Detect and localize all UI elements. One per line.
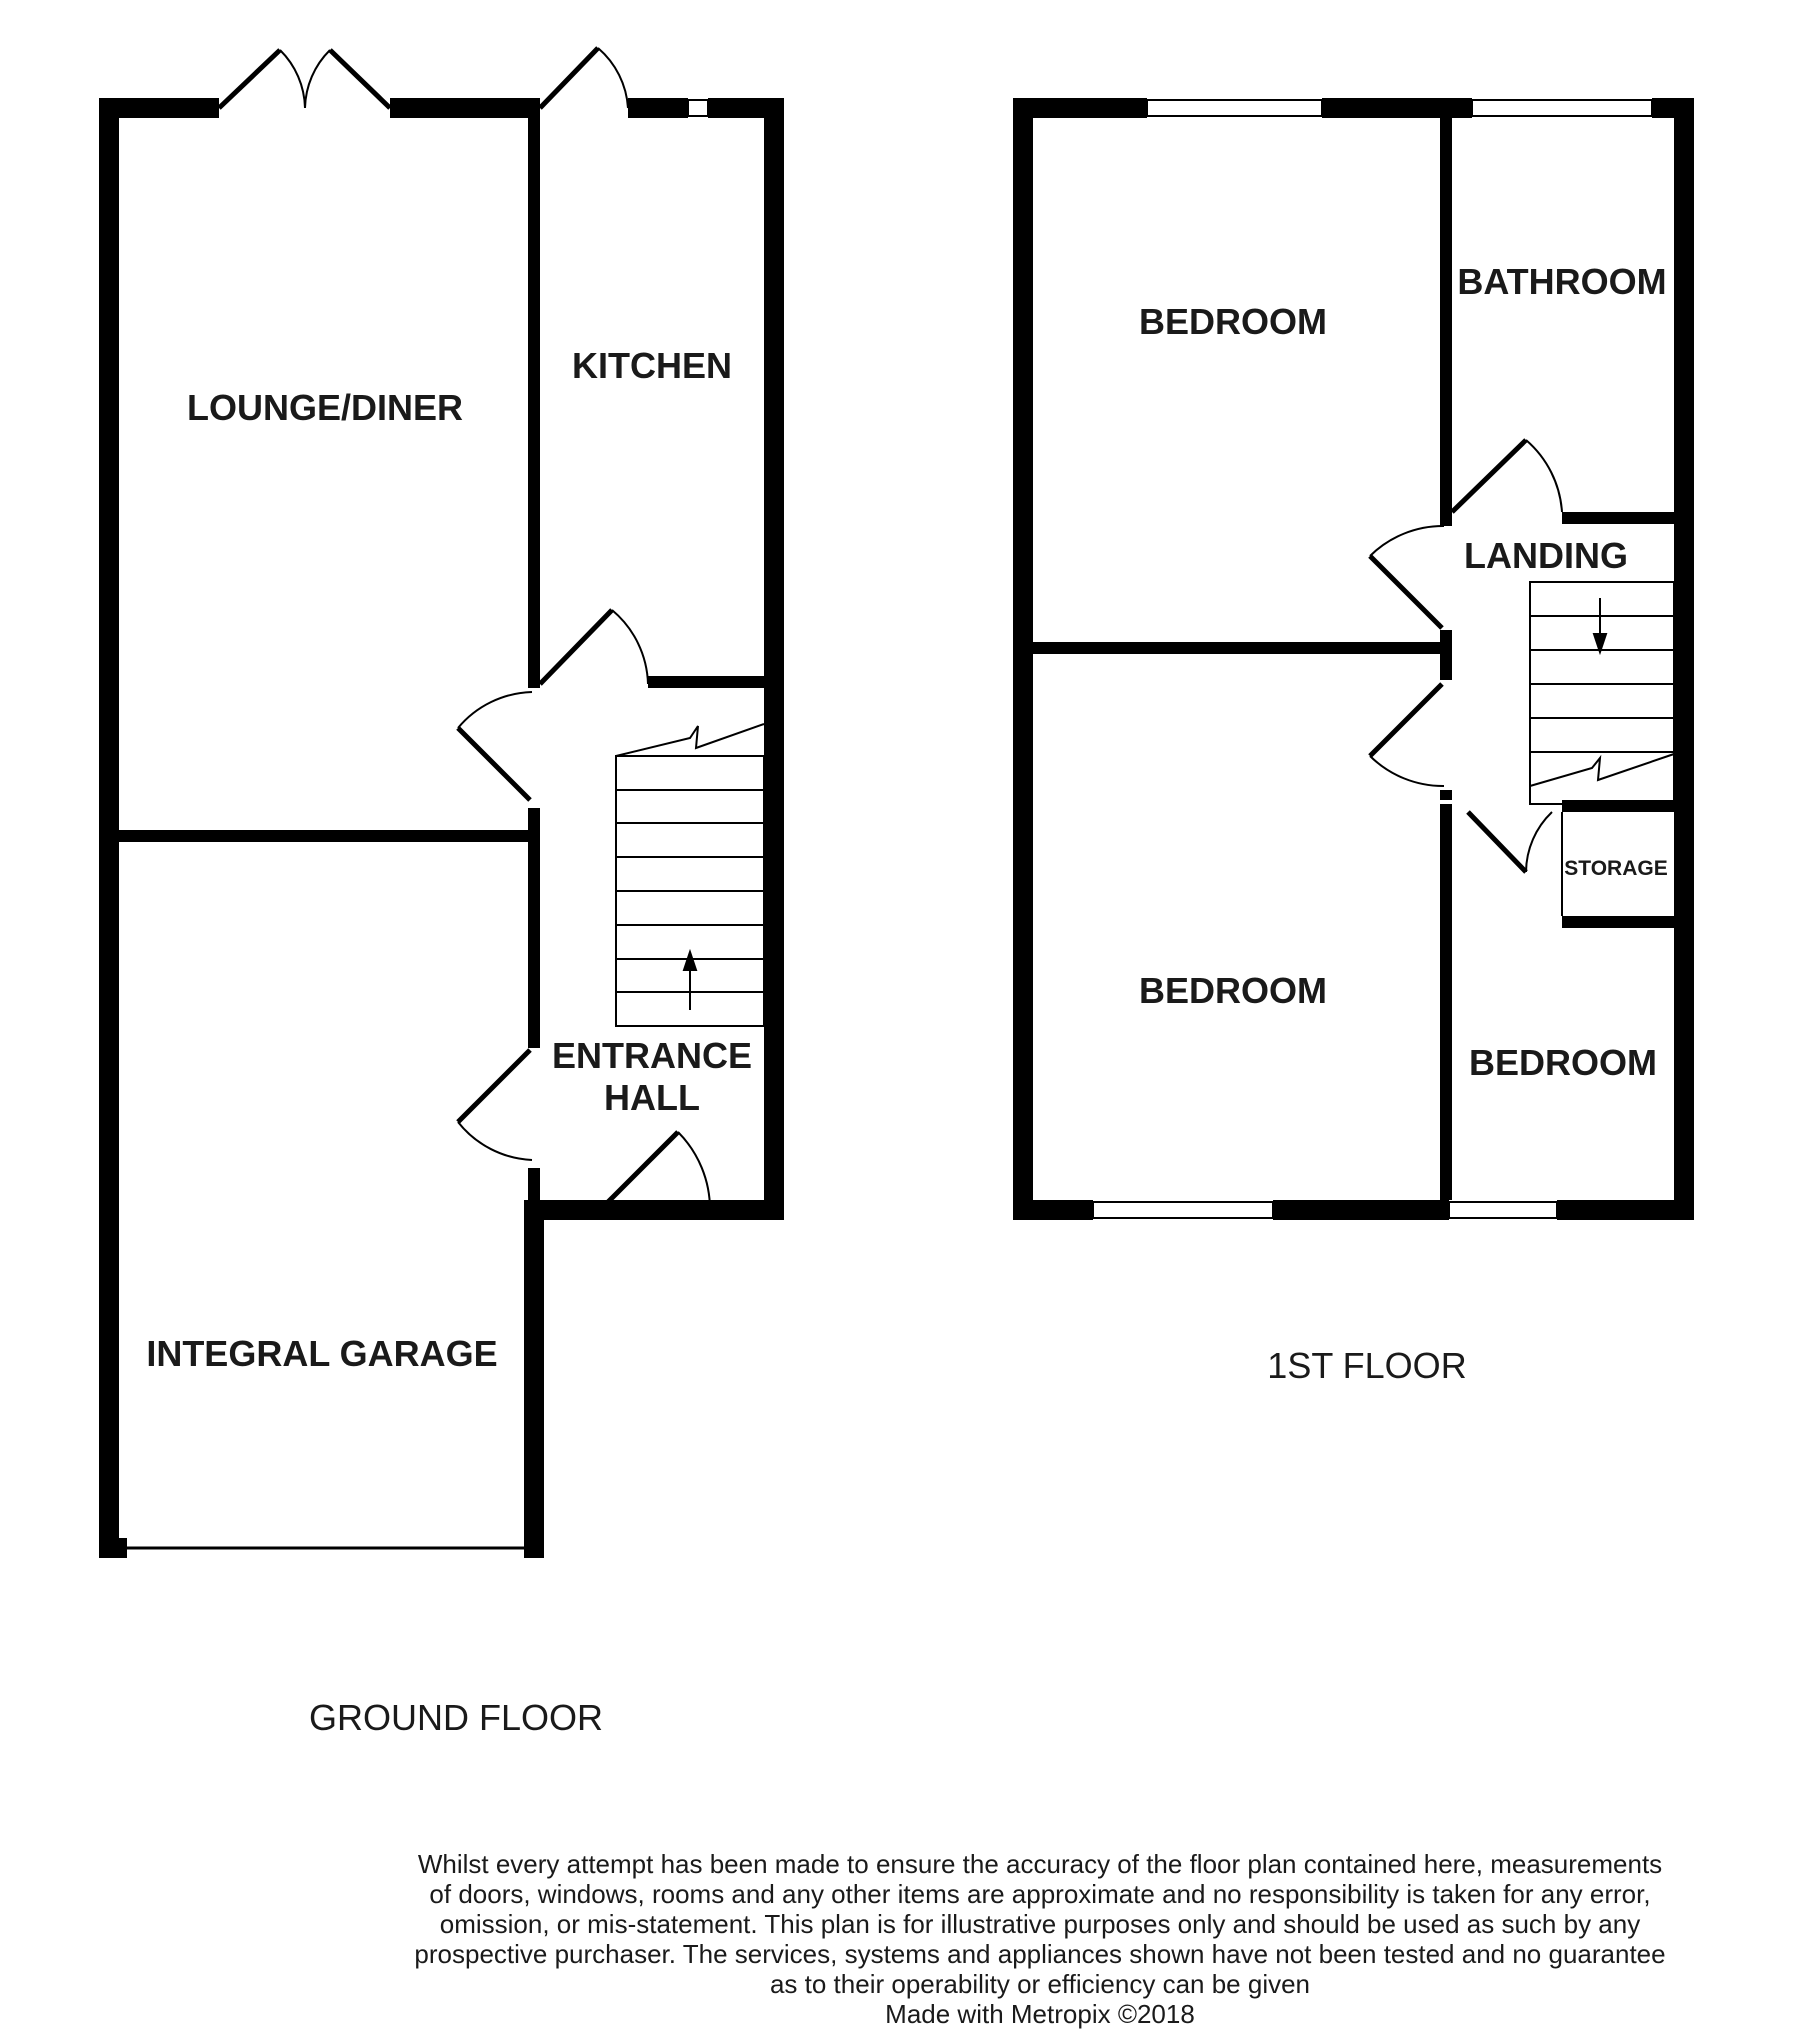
disclaimer-line: prospective purchaser. The services, systems and appliances shown have not been tested and no guarantee: [414, 1939, 1666, 1969]
disclaimer-line: as to their operability or efficiency can be given: [769, 1969, 1311, 1999]
room-label-bedroom-2: BEDROOM: [1139, 970, 1327, 1011]
room-label-lounge-diner: LOUNGE/DINER: [186, 387, 464, 428]
bedroom-2-door: [1370, 684, 1444, 786]
ground-floor-plan: [99, 48, 784, 1738]
bedroom-1-door: [1370, 526, 1444, 628]
disclaimer-line: Whilst every attempt has been made to ensure the accuracy of the floor plan contained here, measurements: [417, 1849, 1663, 1879]
lounge-door: [458, 692, 532, 800]
bedroom-3-door: [1468, 812, 1552, 872]
credit-line: Made with Metropix ©2018: [885, 1999, 1195, 2029]
ground-floor-stairs: [616, 724, 764, 1026]
room-label-landing: LANDING: [1464, 535, 1628, 576]
room-label-entrance: ENTRANCE: [551, 1035, 753, 1076]
room-label-bedroom-3: BEDROOM: [1469, 1042, 1657, 1083]
room-label-bathroom: BATHROOM: [1457, 261, 1667, 302]
french-doors: [219, 50, 390, 108]
room-label-kitchen: KITCHEN: [572, 345, 732, 386]
bathroom-door: [1452, 440, 1562, 512]
first-floor-plan: [1013, 98, 1694, 1386]
room-label-bedroom-1: BEDROOM: [1139, 301, 1327, 342]
kitchen-back-door: [540, 48, 628, 108]
first-floor-stairs: [1530, 582, 1674, 804]
room-label-integral-garage: INTEGRAL GARAGE: [146, 1333, 498, 1374]
disclaimer: [370, 1849, 1710, 2029]
garage-door-internal: [458, 1050, 532, 1160]
kitchen-door: [540, 610, 648, 684]
window: [688, 100, 708, 116]
disclaimer-line: of doors, windows, rooms and any other items are approximate and no responsibility is taken for any error,: [429, 1879, 1651, 1909]
room-label-hall: HALL: [604, 1077, 700, 1118]
first-floor-title: 1ST FLOOR: [1267, 1345, 1467, 1386]
room-label-storage: STORAGE: [1564, 857, 1668, 880]
front-door: [600, 1132, 710, 1210]
ground-floor-title: GROUND FLOOR: [308, 1697, 604, 1738]
wall-segment: [710, 1200, 764, 1220]
disclaimer-line: omission, or mis-statement. This plan is for illustrative purposes only and should be used as such by any: [439, 1909, 1641, 1939]
